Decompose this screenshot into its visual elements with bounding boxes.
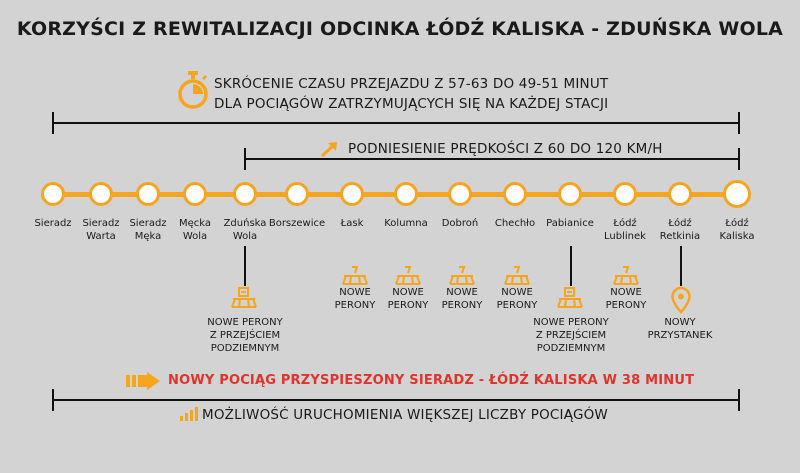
station-node xyxy=(89,182,113,206)
station-label: Sieradz Warta xyxy=(82,218,120,242)
station-node xyxy=(340,182,364,206)
location-pin-icon xyxy=(670,286,692,314)
station-label: Chechło xyxy=(494,218,536,229)
station-label: Łask xyxy=(340,218,364,229)
note-lask: NOWE PERONY xyxy=(334,287,376,311)
platform-underpass-icon xyxy=(557,287,583,309)
double-arrow-right-icon xyxy=(126,372,162,390)
station-label: Zduńska Wola xyxy=(223,218,267,242)
note-pabianice: NOWE PERONY Z PRZEJŚCIEM PODZIEMNYM xyxy=(533,317,609,354)
platform-icon xyxy=(613,264,639,286)
train-tick-right xyxy=(738,389,740,411)
speed-tick-right xyxy=(738,148,740,170)
note-dobron: NOWE PERONY xyxy=(441,287,483,311)
station-node xyxy=(183,182,207,206)
speed-tick-left xyxy=(244,148,246,170)
platform-icon xyxy=(449,264,475,286)
platform-icon xyxy=(342,264,368,286)
platform-icon xyxy=(395,264,421,286)
station-node xyxy=(41,182,65,206)
bracket-tick-right xyxy=(738,112,740,134)
station-label: Pabianice xyxy=(546,218,594,229)
station-node xyxy=(136,182,160,206)
station-label: Kolumna xyxy=(384,218,428,229)
station-node xyxy=(394,182,418,206)
station-label: Borszewice xyxy=(268,218,326,229)
page-title: KORZYŚCI Z REWITALIZACJI ODCINKA ŁÓDŹ KALISKA - ZDUŃSKA WOLA xyxy=(16,18,784,40)
station-node xyxy=(448,182,472,206)
platform-icon xyxy=(504,264,530,286)
note-zdunska: NOWE PERONY Z PRZEJŚCIEM PODZIEMNYM xyxy=(207,317,283,354)
note-retkinia: NOWY PRZYSTANEK xyxy=(647,317,713,341)
note-chechlo: NOWE PERONY xyxy=(496,287,538,311)
station-label: Sieradz xyxy=(34,218,72,229)
station-label: Łódź Lublinek xyxy=(604,218,646,242)
station-label: Sieradz Męka xyxy=(129,218,167,242)
station-node xyxy=(668,182,692,206)
note-kolumna: NOWE PERONY xyxy=(387,287,429,311)
connector-zdunska xyxy=(244,246,246,286)
station-node xyxy=(285,182,309,206)
platform-underpass-icon xyxy=(231,287,257,309)
arrow-up-right-icon xyxy=(320,140,340,158)
station-label: Łódź Kaliska xyxy=(719,218,755,242)
speed-bracket xyxy=(245,158,739,160)
connector-retkinia xyxy=(680,246,682,286)
signal-bars-icon xyxy=(180,407,198,421)
station-label: Dobroń xyxy=(441,218,479,229)
station-node xyxy=(558,182,582,206)
station-node xyxy=(723,180,751,208)
capacity-text: MOŻLIWOŚĆ URUCHOMIENIA WIĘKSZEJ LICZBY POCIĄGÓW xyxy=(202,407,608,423)
note-lublinek: NOWE PERONY xyxy=(605,287,647,311)
travel-time-bracket xyxy=(53,122,739,124)
train-tick-left xyxy=(52,389,54,411)
station-label: Męcka Wola xyxy=(178,218,212,242)
travel-time-line2: DLA POCIĄGÓW ZATRZYMUJĄCYCH SIĘ NA KAŻDEJ STACJI xyxy=(214,96,609,112)
stopwatch-icon xyxy=(176,70,210,110)
new-train-text: NOWY POCIĄG PRZYSPIESZONY SIERADZ - ŁÓDŹ KALISKA W 38 MINUT xyxy=(168,373,695,388)
connector-pabianice xyxy=(570,246,572,286)
speed-text: PODNIESIENIE PRĘDKOŚCI Z 60 DO 120 KM/H xyxy=(348,141,663,157)
train-bracket xyxy=(53,399,739,401)
station-node xyxy=(503,182,527,206)
travel-time-line1: SKRÓCENIE CZASU PRZEJAZDU Z 57-63 DO 49-51 MINUT xyxy=(214,76,609,92)
station-label: Łódź Retkinia xyxy=(659,218,701,242)
station-node xyxy=(233,182,257,206)
bracket-tick-left xyxy=(52,112,54,134)
station-node xyxy=(613,182,637,206)
